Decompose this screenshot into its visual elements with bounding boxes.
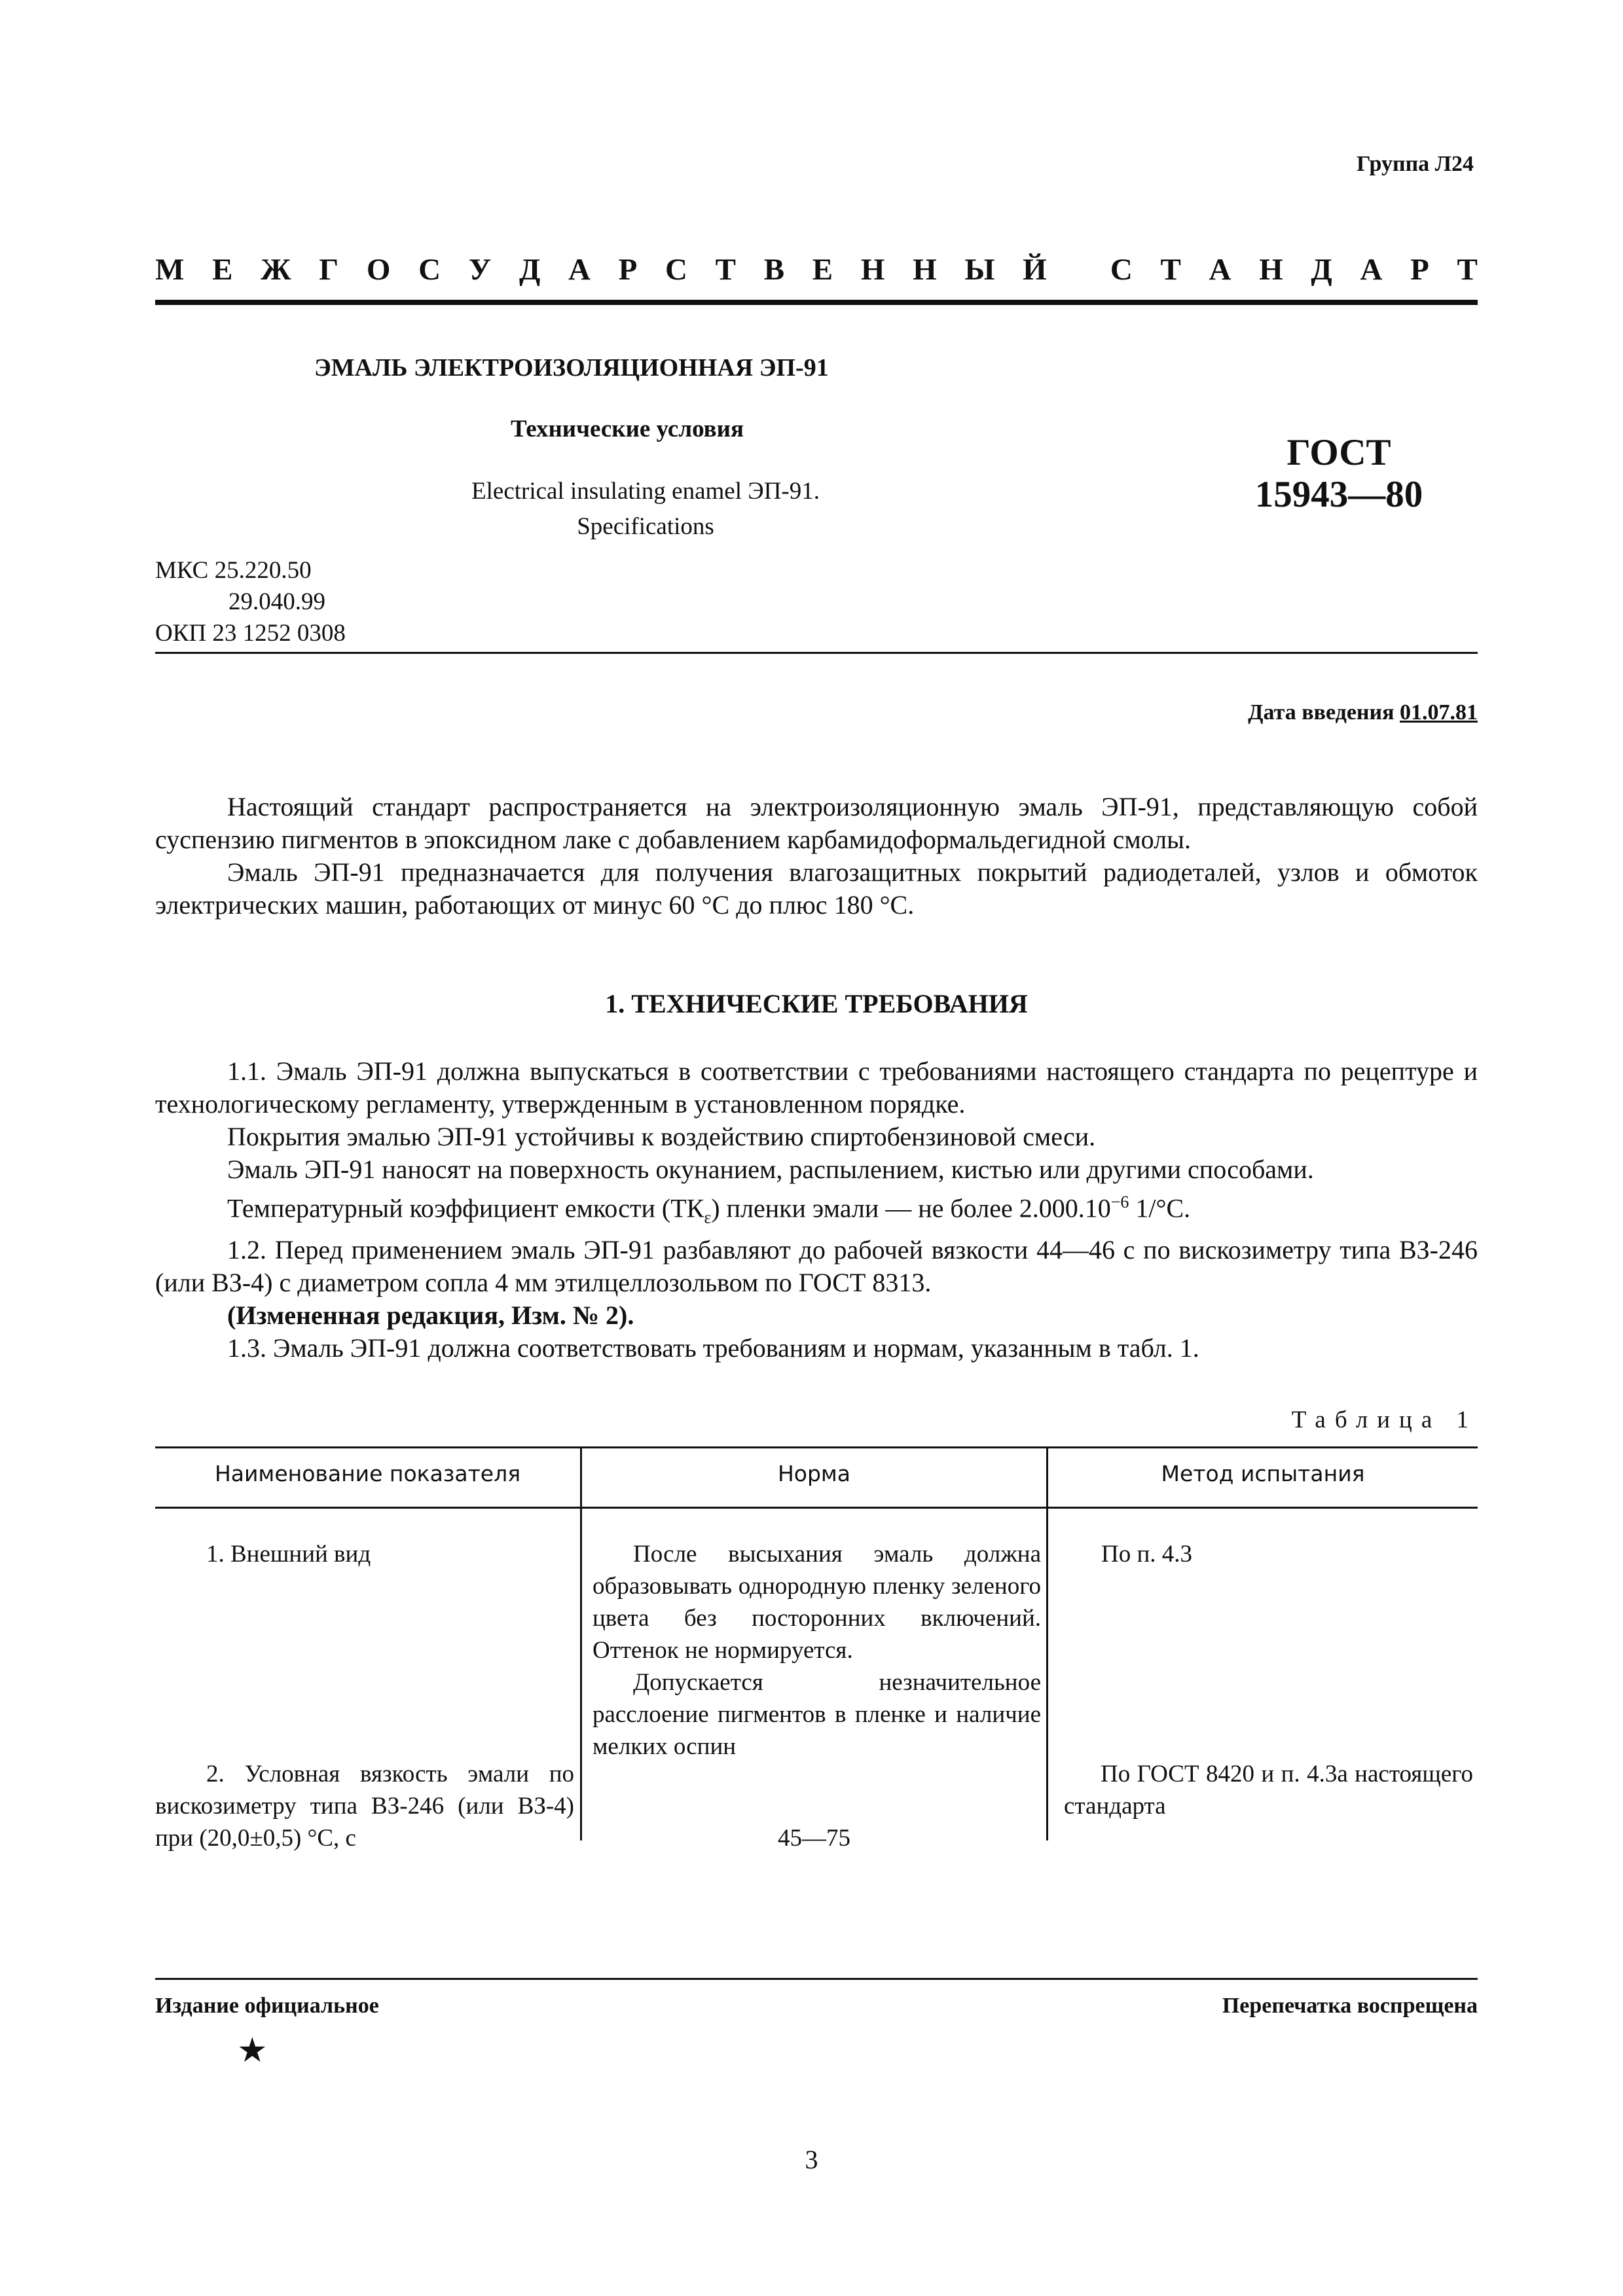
banner-letter: Е — [812, 253, 833, 287]
clause-1-2: 1.2. Перед применением эмаль ЭП-91 разбавляют до рабочей вязкости 44—46 с по вискозиметру типа ВЗ-246 (или ВЗ-4) с диаметром сопла 4 мм этилцеллозольвом по ГОСТ 8313. — [155, 1235, 1478, 1298]
interstate-standard-banner — [155, 252, 1478, 287]
banner-letter: Т — [715, 253, 737, 287]
tke-text-b: ) пленки эмали — не более 2.000.10 — [711, 1193, 1111, 1223]
document-subtitle: Технические условия — [511, 416, 744, 442]
banner-letter: Т — [1160, 253, 1181, 287]
mks-code-1: МКС 25.220.50 — [155, 557, 312, 584]
header-divider — [155, 652, 1478, 654]
banner-letter: Р — [1410, 253, 1429, 287]
banner-letter: С — [418, 253, 441, 287]
amendment-note: (Измененная редакция, Изм. № 2). — [227, 1300, 634, 1331]
gost-label: ГОСТ — [1286, 432, 1391, 473]
clause-tke — [155, 1186, 1478, 1234]
banner-letter — [1074, 252, 1082, 287]
table-header-norm: Норма — [777, 1461, 851, 1486]
banner-letter: У — [468, 253, 492, 287]
table-row-1-norm-p1: После высыхания эмаль должна образовывать однородную пленку зеленого цвета без посторонних включений. Оттенок не нормируется. — [593, 1541, 1041, 1664]
page-number: 3 — [805, 2145, 818, 2174]
okp-code: ОКП 23 1252 0308 — [155, 620, 346, 647]
english-title — [443, 474, 848, 545]
banner-letter: М — [155, 253, 185, 287]
effective-date-label: Дата введения — [1248, 700, 1395, 725]
table-column-divider-1 — [580, 1448, 582, 1840]
banner-letter: Н — [913, 253, 937, 287]
effective-date — [1248, 700, 1478, 725]
banner-letter: Ж — [261, 253, 291, 287]
banner-letter: Т — [1457, 253, 1478, 287]
table-column-divider-2 — [1046, 1448, 1048, 1840]
section-body — [155, 1055, 1478, 1365]
footer-rule — [155, 1978, 1478, 1980]
classification-codes — [155, 555, 346, 649]
gost-code: 15943—80 — [1254, 474, 1423, 515]
banner-letter: А — [568, 253, 591, 287]
table-row-2-norm: 45—75 — [778, 1825, 850, 1852]
banner-letter: Н — [860, 253, 885, 287]
intro-paragraph-1: Настоящий стандарт распространяется на электроизоляционную эмаль ЭП-91, представляющую собой суспензию пигментов в эпоксидном лаке с добавлением карбамидоформальдегидной смолы. — [155, 792, 1478, 854]
section-heading: 1. ТЕХНИЧЕСКИЕ ТРЕБОВАНИЯ — [605, 989, 1028, 1018]
reprint-prohibited-note: Перепечатка воспрещена — [1222, 1994, 1478, 2018]
banner-letter: Д — [1311, 253, 1332, 287]
banner-rule — [155, 300, 1478, 305]
english-title-line1: Electrical insulating enamel ЭП-91. — [471, 478, 820, 505]
banner-letter: В — [763, 253, 785, 287]
clause-1-3: 1.3. Эмаль ЭП-91 должна соответствовать требованиям и нормам, указанным в табл. 1. — [227, 1333, 1199, 1363]
banner-letter: Р — [618, 253, 638, 287]
clause-1-1: 1.1. Эмаль ЭП-91 должна выпускаться в соответствии с требованиями настоящего стандарта по рецептуре и технологическому регламенту, утвержденным в установленном порядке. — [155, 1056, 1478, 1119]
introduction — [155, 791, 1478, 922]
table-header-rule — [155, 1507, 1478, 1509]
banner-letter: С — [665, 253, 687, 287]
banner-letter: А — [1209, 253, 1231, 287]
intro-paragraph-2: Эмаль ЭП-91 предназначается для получения влагозащитных покрытий радиодеталей, узлов и обмоток электрических машин, работающих от минус 60 °С до плюс 180 °С. — [155, 857, 1478, 920]
table-header-method: Метод испытания — [1161, 1461, 1365, 1486]
star-icon: ★ — [237, 2032, 268, 2070]
table-row-1-name: 1. Внешний вид — [206, 1541, 371, 1568]
banner-letter: О — [366, 253, 391, 287]
tke-exponent: −6 — [1110, 1193, 1129, 1211]
table-row-1-method: По п. 4.3 — [1101, 1541, 1193, 1568]
banner-letter: Д — [519, 253, 541, 287]
document-title: ЭМАЛЬ ЭЛЕКТРОИЗОЛЯЦИОННАЯ ЭП-91 — [314, 354, 829, 382]
banner-letter: Ы — [964, 253, 995, 287]
banner-letter: Г — [319, 253, 339, 287]
clause-application: Эмаль ЭП-91 наносят на поверхность окунанием, распылением, кистью или другими способами. — [227, 1155, 1314, 1184]
english-title-line2: Specifications — [577, 513, 714, 540]
banner-letter: С — [1110, 253, 1133, 287]
tke-subscript: ε — [704, 1208, 712, 1227]
official-edition-note: Издание официальное — [155, 1994, 379, 2018]
mks-code-2: 29.040.99 — [228, 588, 325, 615]
banner-letter: А — [1360, 253, 1383, 287]
effective-date-value: 01.07.81 — [1400, 700, 1478, 725]
gost-number — [1231, 432, 1447, 516]
banner-letter: Й — [1023, 253, 1047, 287]
tke-text-a: Температурный коэффициент емкости (ТК — [227, 1193, 704, 1223]
table-row-2-name-text: 2. Условная вязкость эмали по вискозиметру типа ВЗ-246 (или ВЗ-4) при (20,0±0,5) °С, с — [155, 1761, 574, 1852]
table-row-2-method — [1064, 1758, 1473, 1822]
banner-letter: Е — [212, 253, 233, 287]
group-code: Группа Л24 — [1357, 152, 1474, 176]
table-row-1-norm — [593, 1538, 1041, 1763]
banner-letter: Н — [1259, 253, 1283, 287]
table-row-2-method-text: По ГОСТ 8420 и п. 4.3а настоящего стандарта — [1064, 1761, 1473, 1820]
table-row-1-norm-p2: Допускается незначительное расслоение пигментов в пленке и наличие мелких оспин — [593, 1669, 1041, 1760]
tke-text-c: 1/°С. — [1129, 1193, 1191, 1223]
table-row-2-name — [155, 1758, 574, 1854]
table-top-rule — [155, 1446, 1478, 1448]
clause-resistance: Покрытия эмалью ЭП-91 устойчивы к воздействию спиртобензиновой смеси. — [227, 1122, 1096, 1151]
table-header-name: Наименование показателя — [214, 1461, 521, 1486]
table-label: Таблица 1 — [1291, 1407, 1478, 1433]
